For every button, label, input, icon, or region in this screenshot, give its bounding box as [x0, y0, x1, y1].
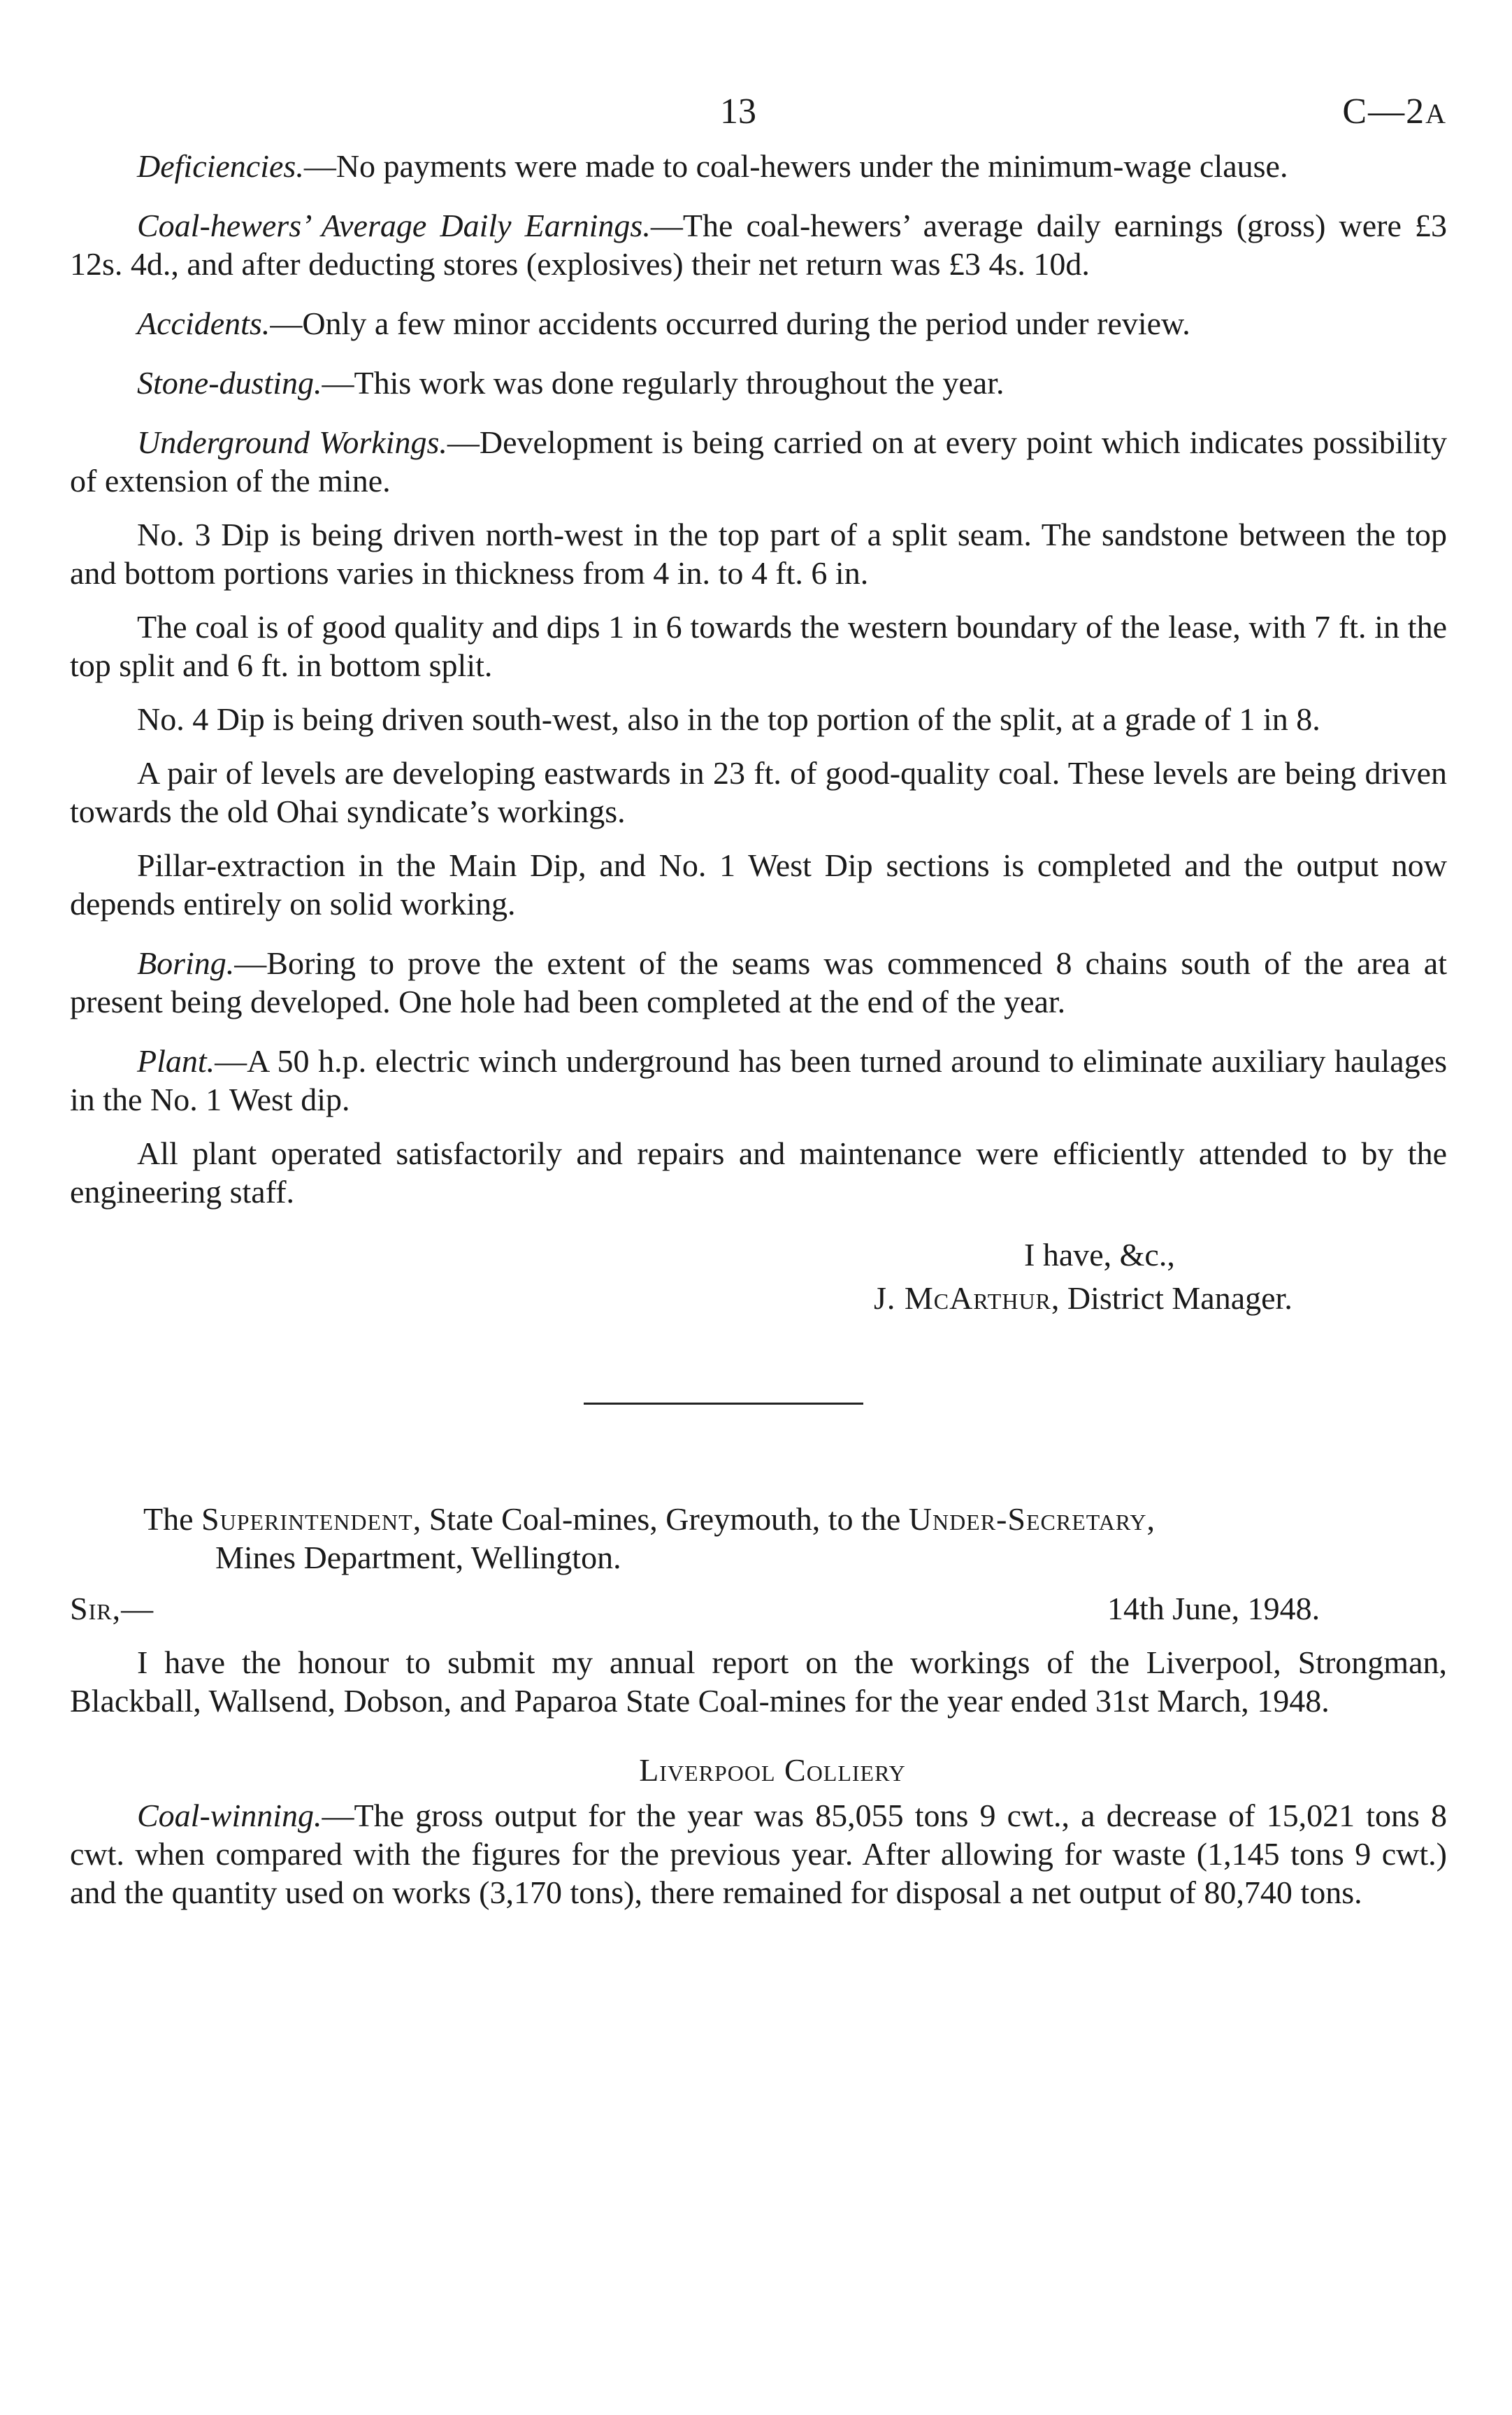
page-header: [70, 91, 1447, 147]
address-line-1: [70, 1500, 1447, 1538]
paragraph-pillar: Pillar-extraction in the Main Dip, and No. 1 West Dip sections is completed and the output now depends entirely on solid working.: [70, 847, 1447, 922]
section-heading: Liverpool Colliery: [639, 1752, 906, 1788]
signoff-closing: I have, &c.,: [1024, 1237, 1175, 1273]
address-pre: The: [143, 1501, 202, 1537]
address-end: ,: [1146, 1501, 1155, 1537]
lead-accidents: Accidents.: [137, 306, 271, 341]
paragraph-deficiencies: [70, 147, 1447, 185]
text-earnings: —The coal-hewers’ average daily earnings (gross) were £3 12s. 4d., and after deducting stores (explosives) their net return was £3 4s. 10d.: [70, 208, 1447, 282]
lead-earnings: Coal-hewers’ Average Daily Earnings.: [137, 208, 651, 243]
section-divider: [584, 1403, 863, 1405]
paragraph-intro: I have the honour to submit my annual report on the workings of the Liverpool, Strongman, Blackball, Wallsend, Dobson, and Paparoa State Coal-mines for the year ended 31st March, 1948.: [70, 1644, 1447, 1719]
text-stone-dusting: —This work was done regularly throughout the year.: [322, 365, 1005, 401]
text-coal-winning: —The gross output for the year was 85,055 tons 9 cwt., a decrease of 15,021 tons 8 cwt. when compared with the figures for the previous year. After allowing for waste (1,145 tons 9 cwt.) and the quantity used on works (3,170 tons), there remained for disposal a net output of 80,740 tons.: [70, 1798, 1447, 1910]
address-to-title: Under-Secretary: [908, 1501, 1147, 1537]
document-code-main: C—2: [1342, 92, 1426, 131]
paragraph-levels: A pair of levels are developing eastwards in 23 ft. of good-quality coal. These levels are being driven towards the old Ohai syndicate’s workings.: [70, 755, 1447, 829]
document-code-suffix: A: [1425, 98, 1447, 129]
address-from-title: Superintendent: [201, 1501, 413, 1537]
text-deficiencies: —No payments were made to coal-hewers under the minimum-wage clause.: [303, 148, 1288, 184]
signoff-name: J. McArthur: [874, 1280, 1051, 1316]
signoff-signature: [70, 1277, 1447, 1320]
text-underground: —Development is being carried on at every point which indicates possibility of extension of the mine.: [70, 424, 1448, 499]
text-plant: —A 50 h.p. electric winch underground has been turned around to eliminate auxiliary haulages in the No. 1 West dip.: [70, 1043, 1447, 1117]
paragraph-plant: [70, 1042, 1447, 1119]
paragraph-underground: [70, 423, 1447, 500]
signoff: [70, 1233, 1447, 1320]
salutation: Sir,—: [70, 1591, 154, 1626]
document-code: [1342, 91, 1447, 132]
paragraph-no3-dip: No. 3 Dip is being driven north-west in the top part of a split seam. The sandstone between the top and bottom portions varies in thickness from 4 in. to 4 ft. 6 in.: [70, 517, 1447, 591]
lead-plant: Plant.: [137, 1043, 215, 1079]
letter-address: [70, 1500, 1447, 1577]
document-page: [70, 91, 1447, 1912]
address-mid: , State Coal-mines, Greymouth, to the: [412, 1501, 909, 1537]
lead-underground: Underground Workings.: [137, 424, 447, 460]
paragraph-plant-ops: All plant operated satisfactorily and repairs and maintenance were efficiently attended to by the engineering staff.: [70, 1135, 1447, 1210]
text-accidents: —Only a few minor accidents occurred during the period under review.: [270, 306, 1190, 341]
signoff-title: , District Manager.: [1051, 1280, 1293, 1316]
letter-date: 14th June, 1948.: [1107, 1591, 1320, 1626]
paragraph-boring: [70, 944, 1447, 1021]
paragraph-no4-dip: No. 4 Dip is being driven south-west, also in the top portion of the split, at a grade of 1 in 8.: [137, 701, 1320, 737]
lead-boring: Boring.: [137, 945, 235, 981]
text-boring: —Boring to prove the extent of the seams was commenced 8 chains south of the area at present being developed. One hole had been completed at the end of the year.: [70, 945, 1447, 1019]
salutation-row: [70, 1589, 1447, 1628]
address-line-2: Mines Department, Wellington.: [215, 1540, 621, 1575]
paragraph-coal-winning: [70, 1796, 1447, 1912]
paragraph-stone-dusting: [70, 364, 1447, 402]
paragraph-accidents: [70, 304, 1447, 343]
lead-coal-winning: Coal-winning.: [137, 1798, 322, 1833]
lead-deficiencies: Deficiencies.: [137, 148, 304, 184]
lead-stone-dusting: Stone-dusting.: [137, 365, 322, 401]
page-number: 13: [720, 92, 756, 131]
paragraph-earnings: [70, 206, 1447, 283]
paragraph-coal-quality: The coal is of good quality and dips 1 in 6 towards the western boundary of the lease, with 7 ft. in the top split and 6 ft. in bottom split.: [70, 609, 1447, 683]
